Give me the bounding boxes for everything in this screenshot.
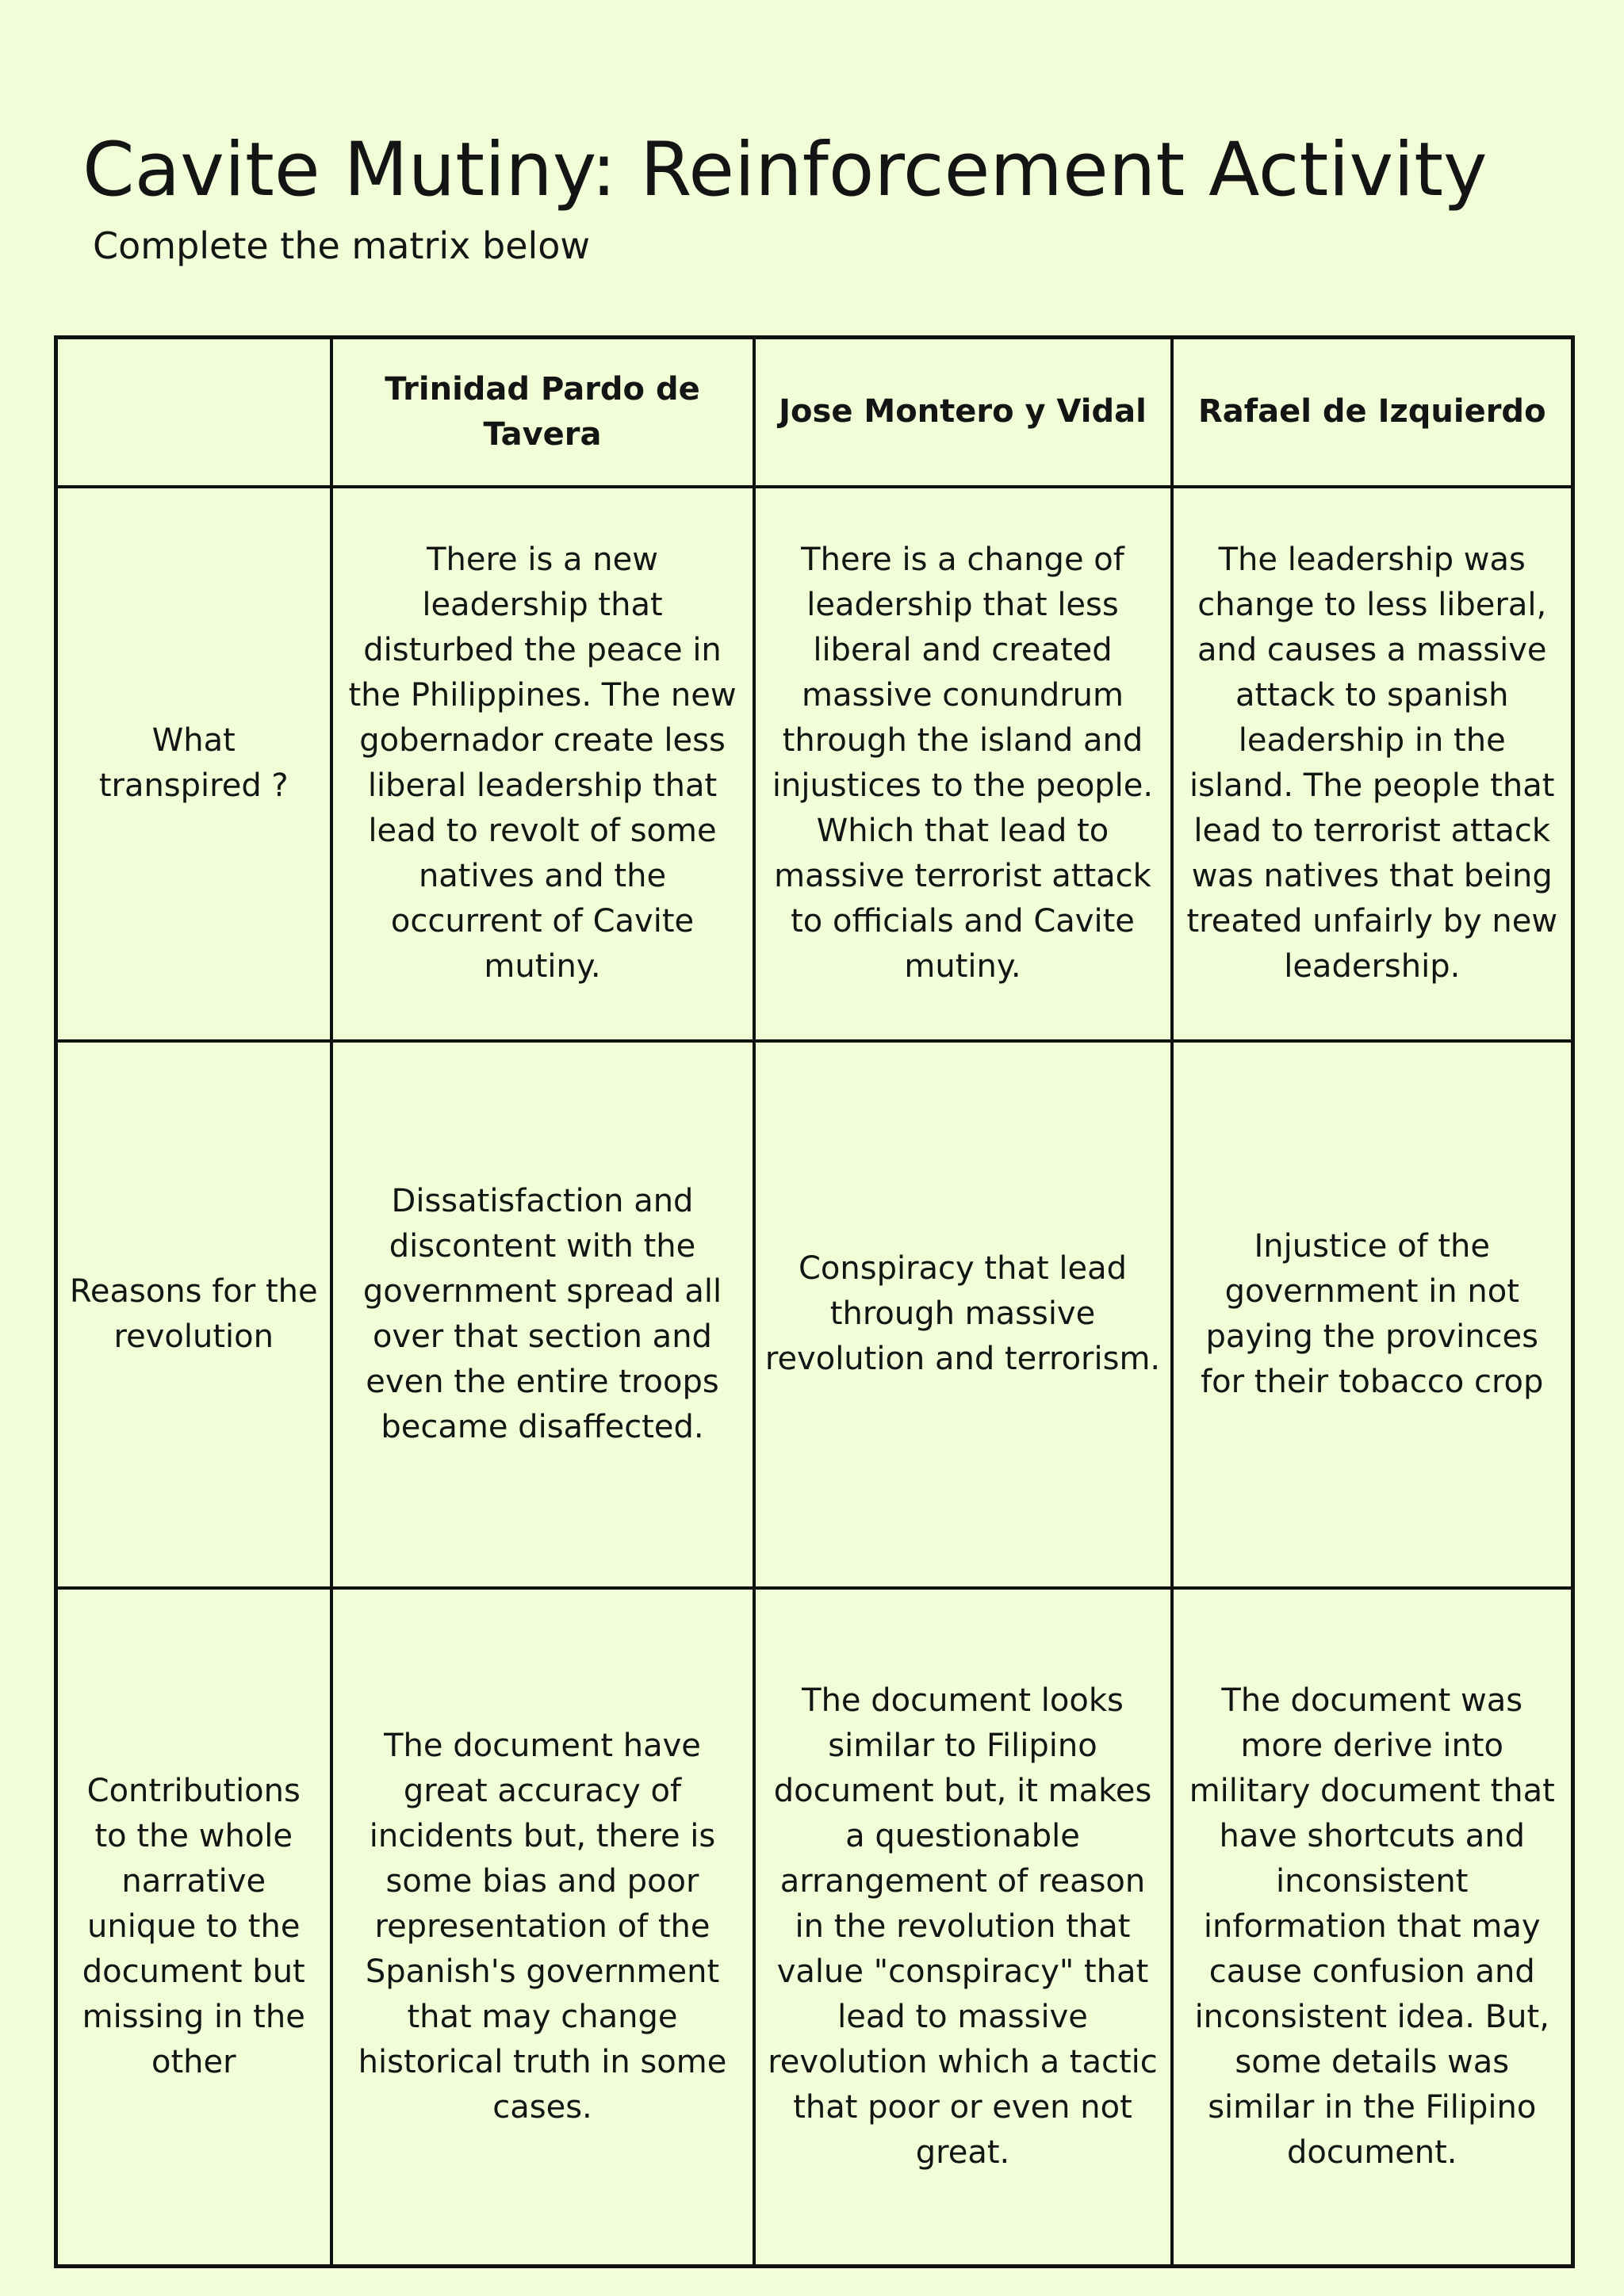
row-label-what-transpired: What transpired ? — [56, 487, 331, 1041]
page-title: Cavite Mutiny: Reinforcement Activity — [82, 127, 1488, 213]
column-header-izquierdo: Rafael de Izquierdo — [1172, 338, 1573, 487]
column-header-montero-y-vidal: Jose Montero y Vidal — [754, 338, 1172, 487]
matrix-header-row — [56, 338, 1573, 487]
page-subtitle: Complete the matrix below — [93, 224, 591, 267]
matrix-cell: Dissatisfaction and discontent with the government spread all over that section and even the entire troops became disaffected. — [331, 1041, 754, 1588]
row-label-contributions: Contributions to the whole narrative unique to the document but missing in the other — [56, 1588, 331, 2267]
row-label-reasons: Reasons for the revolution — [56, 1041, 331, 1588]
matrix-corner-cell — [56, 338, 331, 487]
matrix-cell: The document have great accuracy of incidents but, there is some bias and poor representation of the Spanish's government that may change historical truth in some cases. — [331, 1588, 754, 2267]
matrix-cell: The leadership was change to less liberal, and causes a massive attack to spanish leadership in the island. The people that lead to terrorist attack was natives that being treated unfairly by new leadership. — [1172, 487, 1573, 1041]
matrix-cell: The document was more derive into military document that have shortcuts and inconsistent information that may cause confusion and inconsistent idea. But, some details was similar in the Filipino document. — [1172, 1588, 1573, 2267]
matrix-cell: Conspiracy that lead through massive revolution and terrorism. — [754, 1041, 1172, 1588]
matrix-row-contributions — [56, 1588, 1573, 2267]
column-header-pardo-de-tavera: Trinidad Pardo de Tavera — [331, 338, 754, 487]
matrix-cell: There is a change of leadership that less liberal and created massive conundrum through the island and injustices to the people. Which that lead to massive terrorist attack to officials and Cavite mutiny. — [754, 487, 1172, 1041]
matrix-cell: There is a new leadership that disturbed the peace in the Philippines. The new gobernador create less liberal leadership that lead to revolt of some natives and the occurrent of Cavite mutiny. — [331, 487, 754, 1041]
comparison-matrix — [54, 335, 1575, 2268]
matrix-cell: The document looks similar to Filipino document but, it makes a questionable arrangement of reason in the revolution that value "conspiracy" that lead to massive revolution which a tactic that poor or even not great. — [754, 1588, 1172, 2267]
matrix-cell: Injustice of the government in not paying the provinces for their tobacco crop — [1172, 1041, 1573, 1588]
matrix-row-reasons — [56, 1041, 1573, 1588]
matrix-row-what-transpired — [56, 487, 1573, 1041]
